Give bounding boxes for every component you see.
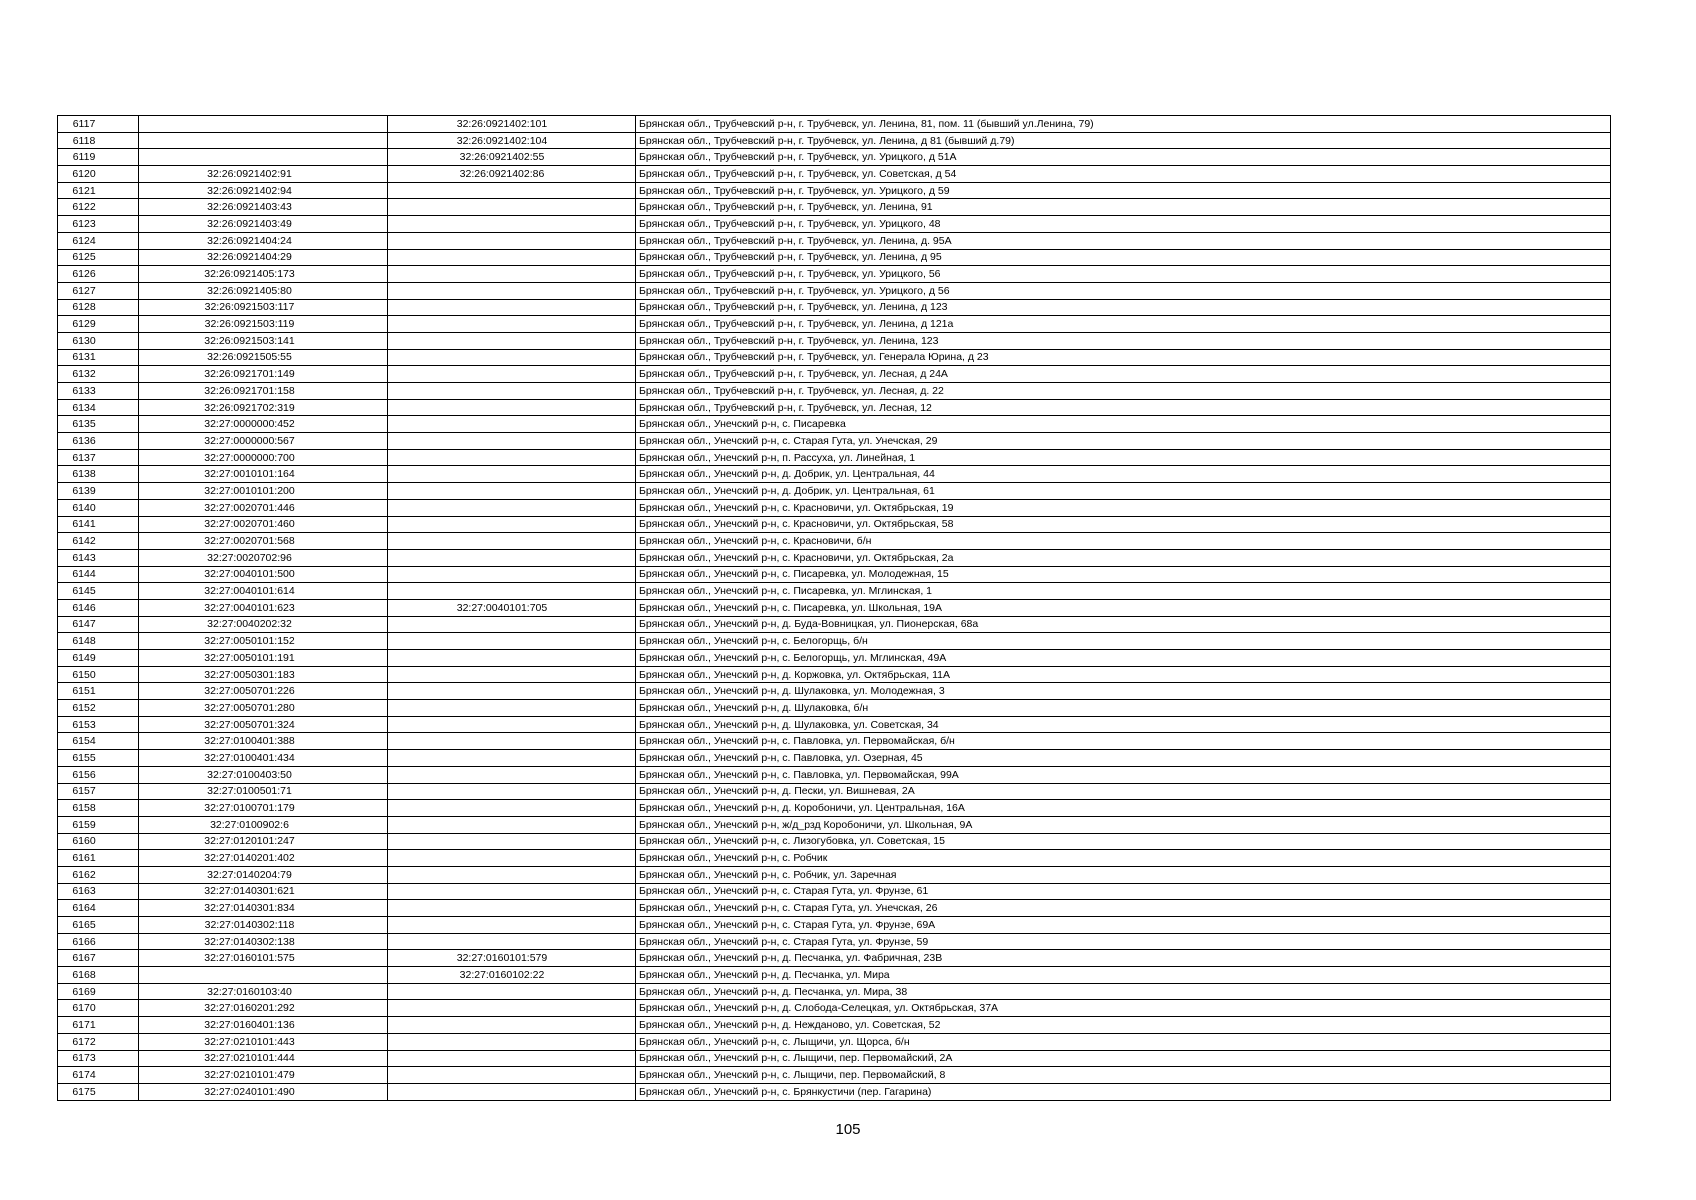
table-row bbox=[58, 232, 1611, 249]
row-number-cell: 6159 bbox=[58, 816, 139, 833]
address-cell: Брянская обл., Унечский р-н, с. Павловка, ул. Озерная, 45 bbox=[636, 750, 1611, 767]
row-number-cell: 6140 bbox=[58, 499, 139, 516]
address-cell: Брянская обл., Унечский р-н, с. Старая Гута, ул. Унечская, 29 bbox=[636, 433, 1611, 450]
cadastral-number-cell: 32:26:0921503:117 bbox=[139, 299, 388, 316]
table-row bbox=[58, 933, 1611, 950]
secondary-cadastral-number-cell: 32:26:0921402:86 bbox=[388, 166, 636, 183]
address-cell: Брянская обл., Унечский р-н, д. Шулаковка, ул. Молодежная, 3 bbox=[636, 683, 1611, 700]
row-number-cell: 6131 bbox=[58, 349, 139, 366]
table-row bbox=[58, 900, 1611, 917]
address-cell: Брянская обл., Унечский р-н, с. Робчик bbox=[636, 850, 1611, 867]
table-row bbox=[58, 349, 1611, 366]
table-row bbox=[58, 549, 1611, 566]
cadastral-number-cell: 32:27:0140301:621 bbox=[139, 883, 388, 900]
table-row bbox=[58, 1000, 1611, 1017]
cadastral-number-cell: 32:27:0160401:136 bbox=[139, 1017, 388, 1034]
row-number-cell: 6144 bbox=[58, 566, 139, 583]
address-cell: Брянская обл., Трубчевский р-н, г. Трубчевск, ул. Ленина, 123 bbox=[636, 332, 1611, 349]
table-row bbox=[58, 1033, 1611, 1050]
address-cell: Брянская обл., Трубчевский р-н, г. Трубчевск, ул. Урицкого, д 56 bbox=[636, 282, 1611, 299]
row-number-cell: 6127 bbox=[58, 282, 139, 299]
row-number-cell: 6164 bbox=[58, 900, 139, 917]
secondary-cadastral-number-cell bbox=[388, 366, 636, 383]
secondary-cadastral-number-cell bbox=[388, 850, 636, 867]
address-cell: Брянская обл., Унечский р-н, с. Писаревка, ул. Школьная, 19А bbox=[636, 599, 1611, 616]
address-cell: Брянская обл., Трубчевский р-н, г. Трубчевск, ул. Ленина, д 95 bbox=[636, 249, 1611, 266]
row-number-cell: 6156 bbox=[58, 766, 139, 783]
cadastral-number-cell bbox=[139, 149, 388, 166]
secondary-cadastral-number-cell bbox=[388, 700, 636, 717]
row-number-cell: 6149 bbox=[58, 650, 139, 667]
cadastral-number-cell: 32:27:0010101:200 bbox=[139, 483, 388, 500]
cadastral-number-cell: 32:27:0040101:614 bbox=[139, 583, 388, 600]
table-row bbox=[58, 383, 1611, 400]
row-number-cell: 6148 bbox=[58, 633, 139, 650]
secondary-cadastral-number-cell bbox=[388, 199, 636, 216]
cadastral-number-cell: 32:26:0921403:43 bbox=[139, 199, 388, 216]
row-number-cell: 6162 bbox=[58, 866, 139, 883]
table-row bbox=[58, 683, 1611, 700]
address-cell: Брянская обл., Трубчевский р-н, г. Трубчевск, ул. Ленина, д 123 bbox=[636, 299, 1611, 316]
cadastral-number-cell: 32:27:0100403:50 bbox=[139, 766, 388, 783]
table-row bbox=[58, 399, 1611, 416]
secondary-cadastral-number-cell bbox=[388, 866, 636, 883]
address-cell: Брянская обл., Унечский р-н, с. Лыщичи, пер. Первомайский, 2А bbox=[636, 1050, 1611, 1067]
cadastral-number-cell: 32:27:0140204:79 bbox=[139, 866, 388, 883]
row-number-cell: 6150 bbox=[58, 666, 139, 683]
table-row bbox=[58, 616, 1611, 633]
table-row bbox=[58, 282, 1611, 299]
secondary-cadastral-number-cell bbox=[388, 1067, 636, 1084]
secondary-cadastral-number-cell bbox=[388, 1017, 636, 1034]
address-cell: Брянская обл., Трубчевский р-н, г. Трубчевск, ул. Лесная, д. 22 bbox=[636, 383, 1611, 400]
address-cell: Брянская обл., Унечский р-н, с. Старая Гута, ул. Унечская, 26 bbox=[636, 900, 1611, 917]
secondary-cadastral-number-cell bbox=[388, 216, 636, 233]
address-cell: Брянская обл., Трубчевский р-н, г. Трубчевск, ул. Генерала Юрина, д 23 bbox=[636, 349, 1611, 366]
cadastral-number-cell: 32:27:0020702:96 bbox=[139, 549, 388, 566]
secondary-cadastral-number-cell bbox=[388, 666, 636, 683]
address-cell: Брянская обл., Унечский р-н, с. Красновичи, б/н bbox=[636, 533, 1611, 550]
cadastral-number-cell: 32:26:0921701:149 bbox=[139, 366, 388, 383]
table-row bbox=[58, 967, 1611, 984]
cadastral-number-cell: 32:27:0100701:179 bbox=[139, 800, 388, 817]
cadastral-number-cell: 32:27:0020701:568 bbox=[139, 533, 388, 550]
table-row bbox=[58, 299, 1611, 316]
secondary-cadastral-number-cell bbox=[388, 933, 636, 950]
secondary-cadastral-number-cell bbox=[388, 1050, 636, 1067]
address-cell: Брянская обл., Унечский р-н, д. Шулаковка, ул. Советская, 34 bbox=[636, 716, 1611, 733]
secondary-cadastral-number-cell bbox=[388, 683, 636, 700]
secondary-cadastral-number-cell bbox=[388, 466, 636, 483]
table-row bbox=[58, 733, 1611, 750]
secondary-cadastral-number-cell: 32:26:0921402:101 bbox=[388, 116, 636, 133]
address-cell: Брянская обл., Унечский р-н, д. Песчанка, ул. Мира, 38 bbox=[636, 983, 1611, 1000]
row-number-cell: 6163 bbox=[58, 883, 139, 900]
row-number-cell: 6141 bbox=[58, 516, 139, 533]
address-cell: Брянская обл., Унечский р-н, с. Лыщичи, ул. Щорса, б/н bbox=[636, 1033, 1611, 1050]
row-number-cell: 6168 bbox=[58, 967, 139, 984]
row-number-cell: 6157 bbox=[58, 783, 139, 800]
secondary-cadastral-number-cell bbox=[388, 750, 636, 767]
row-number-cell: 6170 bbox=[58, 1000, 139, 1017]
row-number-cell: 6138 bbox=[58, 466, 139, 483]
table-row bbox=[58, 566, 1611, 583]
row-number-cell: 6118 bbox=[58, 132, 139, 149]
secondary-cadastral-number-cell bbox=[388, 349, 636, 366]
cadastral-number-cell: 32:26:0921403:49 bbox=[139, 216, 388, 233]
cadastral-number-cell: 32:27:0100401:388 bbox=[139, 733, 388, 750]
table-row bbox=[58, 883, 1611, 900]
cadastral-number-cell: 32:27:0100501:71 bbox=[139, 783, 388, 800]
table-row bbox=[58, 850, 1611, 867]
secondary-cadastral-number-cell bbox=[388, 533, 636, 550]
secondary-cadastral-number-cell bbox=[388, 483, 636, 500]
table-row bbox=[58, 316, 1611, 333]
cadastral-number-cell: 32:27:0050701:226 bbox=[139, 683, 388, 700]
row-number-cell: 6130 bbox=[58, 332, 139, 349]
table-row bbox=[58, 833, 1611, 850]
row-number-cell: 6169 bbox=[58, 983, 139, 1000]
address-cell: Брянская обл., Унечский р-н, с. Красновичи, ул. Октябрьская, 2а bbox=[636, 549, 1611, 566]
cadastral-number-cell: 32:27:0140302:118 bbox=[139, 917, 388, 934]
secondary-cadastral-number-cell: 32:27:0160101:579 bbox=[388, 950, 636, 967]
table-row bbox=[58, 800, 1611, 817]
cadastral-number-cell: 32:26:0921402:94 bbox=[139, 182, 388, 199]
secondary-cadastral-number-cell bbox=[388, 332, 636, 349]
cadastral-number-cell: 32:27:0050301:183 bbox=[139, 666, 388, 683]
address-cell: Брянская обл., Унечский р-н, с. Павловка, ул. Первомайская, б/н bbox=[636, 733, 1611, 750]
table-row bbox=[58, 750, 1611, 767]
row-number-cell: 6133 bbox=[58, 383, 139, 400]
address-cell: Брянская обл., Унечский р-н, с. Старая Гута, ул. Фрунзе, 59 bbox=[636, 933, 1611, 950]
row-number-cell: 6153 bbox=[58, 716, 139, 733]
address-cell: Брянская обл., Унечский р-н, с. Старая Гута, ул. Фрунзе, 61 bbox=[636, 883, 1611, 900]
cadastral-number-cell: 32:27:0040101:500 bbox=[139, 566, 388, 583]
cadastral-number-cell: 32:26:0921702:319 bbox=[139, 399, 388, 416]
cadastral-number-cell: 32:27:0040101:623 bbox=[139, 599, 388, 616]
table-row bbox=[58, 449, 1611, 466]
secondary-cadastral-number-cell bbox=[388, 716, 636, 733]
table-row bbox=[58, 249, 1611, 266]
row-number-cell: 6167 bbox=[58, 950, 139, 967]
row-number-cell: 6129 bbox=[58, 316, 139, 333]
cadastral-number-cell: 32:26:0921404:29 bbox=[139, 249, 388, 266]
cadastral-number-cell bbox=[139, 116, 388, 133]
secondary-cadastral-number-cell bbox=[388, 282, 636, 299]
address-cell: Брянская обл., Унечский р-н, с. Лыщичи, пер. Первомайский, 8 bbox=[636, 1067, 1611, 1084]
table-row bbox=[58, 866, 1611, 883]
cadastral-number-cell: 32:27:0140201:402 bbox=[139, 850, 388, 867]
secondary-cadastral-number-cell bbox=[388, 883, 636, 900]
address-cell: Брянская обл., Унечский р-н, с. Белогорщь, ул. Мглинская, 49А bbox=[636, 650, 1611, 667]
address-cell: Брянская обл., Унечский р-н, д. Буда-Вовницкая, ул. Пионерская, 68а bbox=[636, 616, 1611, 633]
table-row bbox=[58, 950, 1611, 967]
row-number-cell: 6146 bbox=[58, 599, 139, 616]
secondary-cadastral-number-cell bbox=[388, 616, 636, 633]
secondary-cadastral-number-cell bbox=[388, 900, 636, 917]
address-cell: Брянская обл., Унечский р-н, д. Нежданово, ул. Советская, 52 bbox=[636, 1017, 1611, 1034]
secondary-cadastral-number-cell bbox=[388, 583, 636, 600]
table-row bbox=[58, 366, 1611, 383]
cadastral-number-cell: 32:26:0921503:141 bbox=[139, 332, 388, 349]
address-cell: Брянская обл., Унечский р-н, д. Шулаковка, б/н bbox=[636, 700, 1611, 717]
row-number-cell: 6122 bbox=[58, 199, 139, 216]
secondary-cadastral-number-cell bbox=[388, 449, 636, 466]
row-number-cell: 6132 bbox=[58, 366, 139, 383]
cadastral-number-cell: 32:26:0921701:158 bbox=[139, 383, 388, 400]
cadastral-number-cell: 32:27:0210101:444 bbox=[139, 1050, 388, 1067]
row-number-cell: 6143 bbox=[58, 549, 139, 566]
cadastral-number-cell: 32:27:0010101:164 bbox=[139, 466, 388, 483]
table-row bbox=[58, 983, 1611, 1000]
address-cell: Брянская обл., Трубчевский р-н, г. Трубчевск, ул. Ленина, д. 95А bbox=[636, 232, 1611, 249]
table-row bbox=[58, 533, 1611, 550]
secondary-cadastral-number-cell: 32:27:0160102:22 bbox=[388, 967, 636, 984]
secondary-cadastral-number-cell bbox=[388, 383, 636, 400]
table-row bbox=[58, 433, 1611, 450]
row-number-cell: 6128 bbox=[58, 299, 139, 316]
secondary-cadastral-number-cell bbox=[388, 917, 636, 934]
table-row bbox=[58, 633, 1611, 650]
row-number-cell: 6136 bbox=[58, 433, 139, 450]
cadastral-number-cell: 32:26:0921404:24 bbox=[139, 232, 388, 249]
table-row bbox=[58, 266, 1611, 283]
address-cell: Брянская обл., Трубчевский р-н, г. Трубчевск, ул. Советская, д 54 bbox=[636, 166, 1611, 183]
address-cell: Брянская обл., Унечский р-н, с. Писаревка, ул. Молодежная, 15 bbox=[636, 566, 1611, 583]
secondary-cadastral-number-cell: 32:26:0921402:104 bbox=[388, 132, 636, 149]
row-number-cell: 6158 bbox=[58, 800, 139, 817]
cadastral-number-cell: 32:27:0100401:434 bbox=[139, 750, 388, 767]
table-row bbox=[58, 483, 1611, 500]
address-cell: Брянская обл., Унечский р-н, д. Слобода-Селецкая, ул. Октябрьская, 37А bbox=[636, 1000, 1611, 1017]
secondary-cadastral-number-cell bbox=[388, 549, 636, 566]
table-row bbox=[58, 516, 1611, 533]
row-number-cell: 6152 bbox=[58, 700, 139, 717]
address-cell: Брянская обл., Унечский р-н, с. Павловка, ул. Первомайская, 99А bbox=[636, 766, 1611, 783]
cadastral-number-cell: 32:27:0160101:575 bbox=[139, 950, 388, 967]
secondary-cadastral-number-cell bbox=[388, 266, 636, 283]
row-number-cell: 6134 bbox=[58, 399, 139, 416]
address-cell: Брянская обл., Унечский р-н, д. Коржовка, ул. Октябрьская, 11А bbox=[636, 666, 1611, 683]
row-number-cell: 6173 bbox=[58, 1050, 139, 1067]
cadastral-number-cell: 32:26:0921505:55 bbox=[139, 349, 388, 366]
address-cell: Брянская обл., Унечский р-н, с. Красновичи, ул. Октябрьская, 58 bbox=[636, 516, 1611, 533]
secondary-cadastral-number-cell bbox=[388, 316, 636, 333]
row-number-cell: 6171 bbox=[58, 1017, 139, 1034]
table-row bbox=[58, 650, 1611, 667]
secondary-cadastral-number-cell bbox=[388, 1083, 636, 1100]
cadastral-number-cell: 32:27:0050101:191 bbox=[139, 650, 388, 667]
cadastral-number-cell: 32:26:0921405:80 bbox=[139, 282, 388, 299]
secondary-cadastral-number-cell bbox=[388, 816, 636, 833]
row-number-cell: 6125 bbox=[58, 249, 139, 266]
row-number-cell: 6135 bbox=[58, 416, 139, 433]
address-cell: Брянская обл., Унечский р-н, с. Писаревка bbox=[636, 416, 1611, 433]
secondary-cadastral-number-cell: 32:27:0040101:705 bbox=[388, 599, 636, 616]
cadastral-number-cell: 32:27:0050701:324 bbox=[139, 716, 388, 733]
row-number-cell: 6126 bbox=[58, 266, 139, 283]
table-row bbox=[58, 132, 1611, 149]
row-number-cell: 6154 bbox=[58, 733, 139, 750]
address-cell: Брянская обл., Унечский р-н, с. Писаревка, ул. Мглинская, 1 bbox=[636, 583, 1611, 600]
table-row bbox=[58, 466, 1611, 483]
cadastral-number-cell: 32:26:0921503:119 bbox=[139, 316, 388, 333]
address-cell: Брянская обл., Унечский р-н, д. Пески, ул. Вишневая, 2А bbox=[636, 783, 1611, 800]
cadastral-number-cell: 32:27:0000000:452 bbox=[139, 416, 388, 433]
table-row bbox=[58, 1017, 1611, 1034]
cadastral-number-cell bbox=[139, 967, 388, 984]
table-row bbox=[58, 116, 1611, 133]
address-cell: Брянская обл., Трубчевский р-н, г. Трубчевск, ул. Ленина, д 81 (бывший д.79) bbox=[636, 132, 1611, 149]
secondary-cadastral-number-cell bbox=[388, 399, 636, 416]
address-cell: Брянская обл., Унечский р-н, п. Рассуха, ул. Линейная, 1 bbox=[636, 449, 1611, 466]
table-row bbox=[58, 599, 1611, 616]
secondary-cadastral-number-cell bbox=[388, 499, 636, 516]
cadastral-number-cell: 32:27:0020701:460 bbox=[139, 516, 388, 533]
secondary-cadastral-number-cell bbox=[388, 182, 636, 199]
cadastral-number-cell: 32:27:0000000:700 bbox=[139, 449, 388, 466]
table-row bbox=[58, 199, 1611, 216]
register-table bbox=[57, 115, 1611, 1101]
secondary-cadastral-number-cell bbox=[388, 733, 636, 750]
cadastral-number-cell bbox=[139, 132, 388, 149]
row-number-cell: 6142 bbox=[58, 533, 139, 550]
cadastral-number-cell: 32:27:0210101:479 bbox=[139, 1067, 388, 1084]
cadastral-number-cell: 32:26:0921405:173 bbox=[139, 266, 388, 283]
secondary-cadastral-number-cell bbox=[388, 650, 636, 667]
secondary-cadastral-number-cell bbox=[388, 299, 636, 316]
row-number-cell: 6120 bbox=[58, 166, 139, 183]
secondary-cadastral-number-cell: 32:26:0921402:55 bbox=[388, 149, 636, 166]
row-number-cell: 6117 bbox=[58, 116, 139, 133]
table-row bbox=[58, 816, 1611, 833]
row-number-cell: 6139 bbox=[58, 483, 139, 500]
secondary-cadastral-number-cell bbox=[388, 516, 636, 533]
address-cell: Брянская обл., Унечский р-н, с. Белогорщь, б/н bbox=[636, 633, 1611, 650]
cadastral-number-cell: 32:27:0050101:152 bbox=[139, 633, 388, 650]
row-number-cell: 6175 bbox=[58, 1083, 139, 1100]
row-number-cell: 6124 bbox=[58, 232, 139, 249]
secondary-cadastral-number-cell bbox=[388, 633, 636, 650]
secondary-cadastral-number-cell bbox=[388, 416, 636, 433]
table-body bbox=[58, 116, 1611, 1101]
address-cell: Брянская обл., Унечский р-н, с. Робчик, ул. Заречная bbox=[636, 866, 1611, 883]
row-number-cell: 6166 bbox=[58, 933, 139, 950]
row-number-cell: 6165 bbox=[58, 917, 139, 934]
cadastral-number-cell: 32:26:0921402:91 bbox=[139, 166, 388, 183]
table-row bbox=[58, 166, 1611, 183]
row-number-cell: 6121 bbox=[58, 182, 139, 199]
cadastral-number-cell: 32:27:0140302:138 bbox=[139, 933, 388, 950]
table-row bbox=[58, 783, 1611, 800]
address-cell: Брянская обл., Унечский р-н, д. Песчанка, ул. Мира bbox=[636, 967, 1611, 984]
address-cell: Брянская обл., Унечский р-н, ж/д_рзд Коробоничи, ул. Школьная, 9А bbox=[636, 816, 1611, 833]
cadastral-number-cell: 32:27:0040202:32 bbox=[139, 616, 388, 633]
row-number-cell: 6137 bbox=[58, 449, 139, 466]
table-row bbox=[58, 1067, 1611, 1084]
table-row bbox=[58, 499, 1611, 516]
table-row bbox=[58, 216, 1611, 233]
address-cell: Брянская обл., Трубчевский р-н, г. Трубчевск, ул. Ленина, 91 bbox=[636, 199, 1611, 216]
address-cell: Брянская обл., Унечский р-н, д. Добрик, ул. Центральная, 44 bbox=[636, 466, 1611, 483]
table-row bbox=[58, 182, 1611, 199]
row-number-cell: 6145 bbox=[58, 583, 139, 600]
address-cell: Брянская обл., Трубчевский р-н, г. Трубчевск, ул. Урицкого, д 59 bbox=[636, 182, 1611, 199]
address-cell: Брянская обл., Трубчевский р-н, г. Трубчевск, ул. Урицкого, д 51А bbox=[636, 149, 1611, 166]
address-cell: Брянская обл., Трубчевский р-н, г. Трубчевск, ул. Лесная, 12 bbox=[636, 399, 1611, 416]
secondary-cadastral-number-cell bbox=[388, 783, 636, 800]
table-row bbox=[58, 149, 1611, 166]
address-cell: Брянская обл., Унечский р-н, д. Песчанка, ул. Фабричная, 23В bbox=[636, 950, 1611, 967]
row-number-cell: 6151 bbox=[58, 683, 139, 700]
row-number-cell: 6174 bbox=[58, 1067, 139, 1084]
cadastral-number-cell: 32:27:0140301:834 bbox=[139, 900, 388, 917]
address-cell: Брянская обл., Унечский р-н, с. Старая Гута, ул. Фрунзе, 69А bbox=[636, 917, 1611, 934]
table-row bbox=[58, 583, 1611, 600]
table-row bbox=[58, 700, 1611, 717]
secondary-cadastral-number-cell bbox=[388, 1000, 636, 1017]
table-row bbox=[58, 416, 1611, 433]
table-row bbox=[58, 716, 1611, 733]
secondary-cadastral-number-cell bbox=[388, 1033, 636, 1050]
table-row bbox=[58, 766, 1611, 783]
address-cell: Брянская обл., Унечский р-н, д. Коробоничи, ул. Центральная, 16А bbox=[636, 800, 1611, 817]
address-cell: Брянская обл., Унечский р-н, с. Брянкустичи (пер. Гагарина) bbox=[636, 1083, 1611, 1100]
address-cell: Брянская обл., Трубчевский р-н, г. Трубчевск, ул. Урицкого, 48 bbox=[636, 216, 1611, 233]
cadastral-number-cell: 32:27:0160103:40 bbox=[139, 983, 388, 1000]
page-number: 105 bbox=[835, 1121, 861, 1138]
address-cell: Брянская обл., Трубчевский р-н, г. Трубчевск, ул. Урицкого, 56 bbox=[636, 266, 1611, 283]
row-number-cell: 6147 bbox=[58, 616, 139, 633]
cadastral-number-cell: 32:27:0240101:490 bbox=[139, 1083, 388, 1100]
address-cell: Брянская обл., Трубчевский р-н, г. Трубчевск, ул. Ленина, 81, пом. 11 (бывший ул.Ленина, 79) bbox=[636, 116, 1611, 133]
address-cell: Брянская обл., Трубчевский р-н, г. Трубчевск, ул. Лесная, д 24А bbox=[636, 366, 1611, 383]
secondary-cadastral-number-cell bbox=[388, 433, 636, 450]
secondary-cadastral-number-cell bbox=[388, 983, 636, 1000]
cadastral-number-cell: 32:27:0100902:6 bbox=[139, 816, 388, 833]
address-cell: Брянская обл., Унечский р-н, с. Лизогубовка, ул. Советская, 15 bbox=[636, 833, 1611, 850]
table-row bbox=[58, 666, 1611, 683]
table-row bbox=[58, 1083, 1611, 1100]
cadastral-number-cell: 32:27:0000000:567 bbox=[139, 433, 388, 450]
row-number-cell: 6155 bbox=[58, 750, 139, 767]
row-number-cell: 6172 bbox=[58, 1033, 139, 1050]
cadastral-number-cell: 32:27:0120101:247 bbox=[139, 833, 388, 850]
cadastral-number-cell: 32:27:0020701:446 bbox=[139, 499, 388, 516]
cadastral-number-cell: 32:27:0160201:292 bbox=[139, 1000, 388, 1017]
secondary-cadastral-number-cell bbox=[388, 249, 636, 266]
table-row bbox=[58, 1050, 1611, 1067]
address-cell: Брянская обл., Унечский р-н, д. Добрик, ул. Центральная, 61 bbox=[636, 483, 1611, 500]
secondary-cadastral-number-cell bbox=[388, 766, 636, 783]
row-number-cell: 6160 bbox=[58, 833, 139, 850]
row-number-cell: 6119 bbox=[58, 149, 139, 166]
table-row bbox=[58, 332, 1611, 349]
secondary-cadastral-number-cell bbox=[388, 800, 636, 817]
cadastral-number-cell: 32:27:0050701:280 bbox=[139, 700, 388, 717]
address-cell: Брянская обл., Унечский р-н, с. Красновичи, ул. Октябрьская, 19 bbox=[636, 499, 1611, 516]
secondary-cadastral-number-cell bbox=[388, 232, 636, 249]
cadastral-number-cell: 32:27:0210101:443 bbox=[139, 1033, 388, 1050]
address-cell: Брянская обл., Трубчевский р-н, г. Трубчевск, ул. Ленина, д 121а bbox=[636, 316, 1611, 333]
table-row bbox=[58, 917, 1611, 934]
secondary-cadastral-number-cell bbox=[388, 566, 636, 583]
row-number-cell: 6123 bbox=[58, 216, 139, 233]
secondary-cadastral-number-cell bbox=[388, 833, 636, 850]
row-number-cell: 6161 bbox=[58, 850, 139, 867]
